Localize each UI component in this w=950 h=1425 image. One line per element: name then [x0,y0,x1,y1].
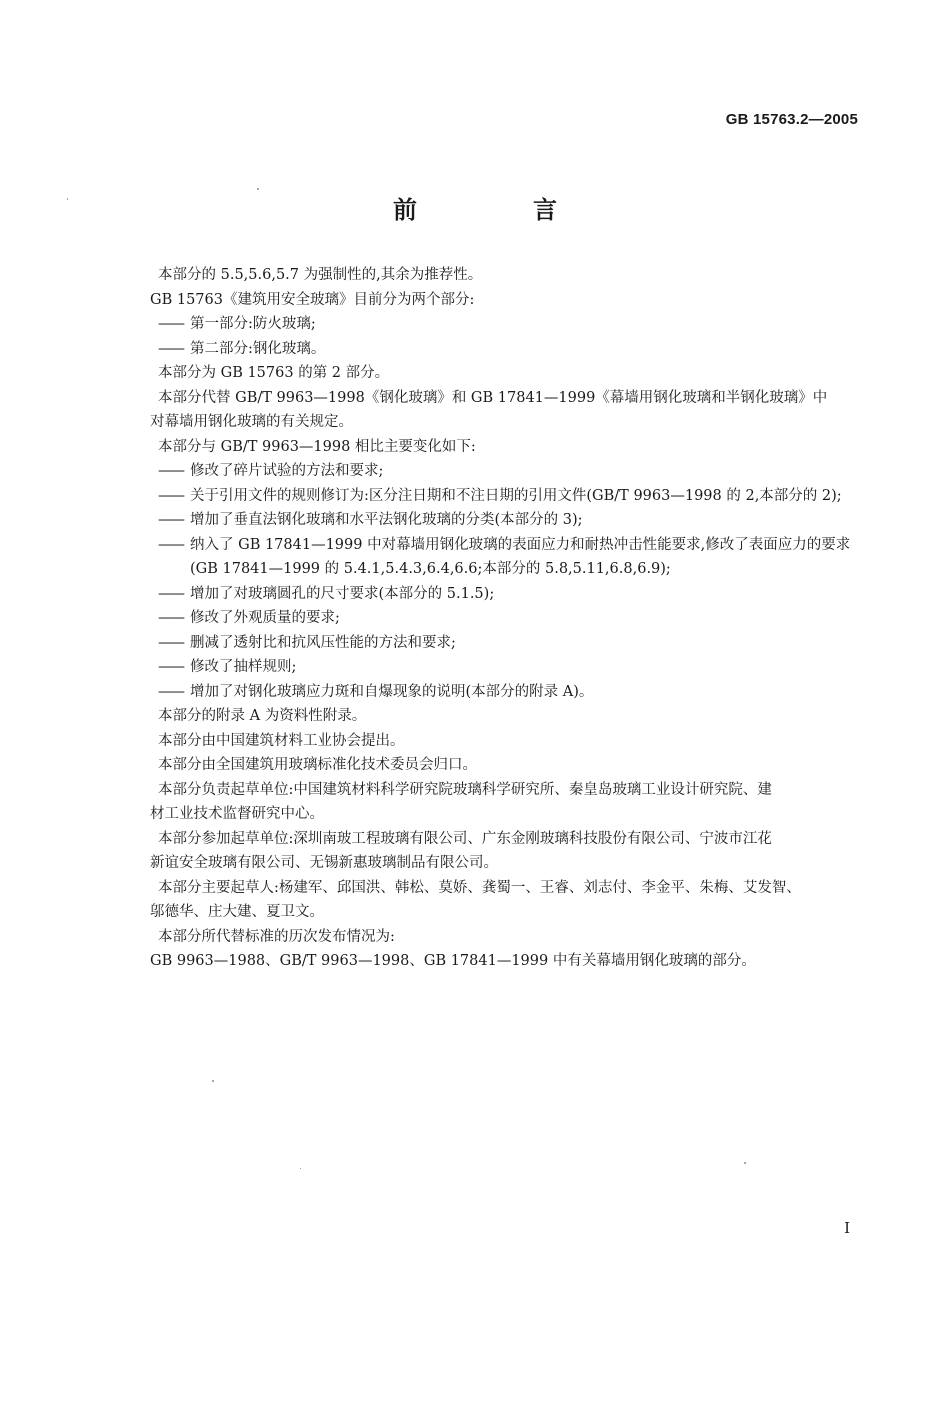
list-item-text: 删减了透射比和抗风压性能的方法和要求; [190,634,456,651]
paragraph-history-intro: 本部分所代替标准的历次发布情况为: [158,928,395,945]
paragraph-drafters-line2: 邬德华、庄大建、夏卫文。 [150,904,324,920]
list-item [158,508,860,533]
dash-marker: —— [158,634,183,651]
list-item [158,337,860,362]
dash-marker: —— [158,683,183,700]
dash-marker: —— [158,340,183,357]
list-item-text: 修改了碎片试验的方法和要求; [190,463,384,479]
paragraph-parts-intro: GB 15763《建筑用安全玻璃》目前分为两个部分: [150,291,475,308]
dash-marker: —— [158,316,183,332]
list-item-text: 关于引用文件的规则修订为:区分注日期和不注日期的引用文件(GB/T 9963—1998 的 2,本部分的 2); [190,487,842,504]
scan-speck [67,198,68,200]
paragraph-part-number: 本部分为 GB 15763 的第 2 部分。 [158,365,390,381]
list-item [158,484,860,509]
page-title: 前 言 [393,196,603,224]
page-number: I [844,1219,850,1237]
dash-marker: —— [158,463,183,479]
paragraph-participating-units-line1: 本部分参加起草单位:深圳南玻工程玻璃有限公司、广东金刚玻璃科技股份有限公司、宁波市江花 [158,830,772,847]
list-item-text: 修改了抽样规则; [190,659,297,675]
list-item [158,655,860,680]
list-item-text: 增加了垂直法钢化玻璃和水平法钢化玻璃的分类(本部分的 3); [190,512,583,528]
list-item [158,459,860,484]
paragraph-drafting-units-line1: 本部分负责起草单位:中国建筑材料科学研究院玻璃科学研究所、秦皇岛玻璃工业设计研究院、建 [158,781,772,798]
dash-marker: —— [158,536,183,553]
paragraph-drafters-line1: 本部分主要起草人:杨建军、邱国洪、韩松、莫娇、龚蜀一、王睿、刘志付、李金平、朱梅、艾发智、 [158,879,801,896]
paragraph-proposed-by: 本部分由中国建筑材料工业协会提出。 [158,732,405,749]
paragraph-replaces-line2: 对幕墙用钢化玻璃的有关规定。 [150,414,353,430]
paragraph-drafting-units-line2: 材工业技术监督研究中心。 [150,806,324,822]
list-item-text: 纳入了 GB 17841—1999 中对幕墙用钢化玻璃的表面应力和耐热冲击性能要求,修改了表面应力的要求(GB 17841—1999 的 5.4.1,5.4.3,6.4,6.6;本部分的 5.8,5.11,6.8,6.9); [190,536,851,577]
dash-marker: —— [158,585,183,602]
dash-marker: —— [158,487,183,504]
dash-marker: —— [158,659,183,675]
paragraph-under-jurisdiction: 本部分由全国建筑用玻璃标准化技术委员会归口。 [158,757,477,773]
scan-speck [212,1080,214,1082]
paragraph-history: GB 9963—1988、GB/T 9963—1998、GB 17841—1999 中有关幕墙用钢化玻璃的部分。 [150,953,756,969]
foreword-body [150,263,860,974]
scan-speck [744,1162,746,1164]
paragraph-mandatory-clauses: 本部分的 5.5,5.6,5.7 为强制性的,其余为推荐性。 [158,267,483,283]
paragraph-changes-intro: 本部分与 GB/T 9963—1998 相比主要变化如下: [158,438,476,455]
list-item [158,312,860,337]
list-item-text: 增加了对玻璃圆孔的尺寸要求(本部分的 5.1.5); [190,585,495,602]
list-item [158,606,860,631]
scan-speck [300,1168,301,1169]
list-item-text: 第一部分:防火玻璃; [190,316,316,332]
paragraph-annex: 本部分的附录 A 为资料性附录。 [158,708,367,724]
list-item [158,631,860,656]
dash-marker: —— [158,610,183,626]
list-item [158,582,860,607]
list-item [158,533,860,582]
standard-code: GB 15763.2—2005 [725,111,858,128]
dash-marker: —— [158,512,183,528]
list-item-text: 增加了对钢化玻璃应力斑和自爆现象的说明(本部分的附录 A)。 [190,683,594,700]
list-item-text: 第二部分:钢化玻璃。 [190,340,326,357]
paragraph-replaces-line1: 本部分代替 GB/T 9963—1998《钢化玻璃》和 GB 17841—1999《幕墙用钢化玻璃和半钢化玻璃》中 [158,389,828,406]
scan-speck [257,188,259,190]
list-item-text: 修改了外观质量的要求; [190,610,340,626]
list-item [158,680,860,705]
paragraph-participating-units-line2: 新谊安全玻璃有限公司、无锡新惠玻璃制品有限公司。 [150,855,498,871]
